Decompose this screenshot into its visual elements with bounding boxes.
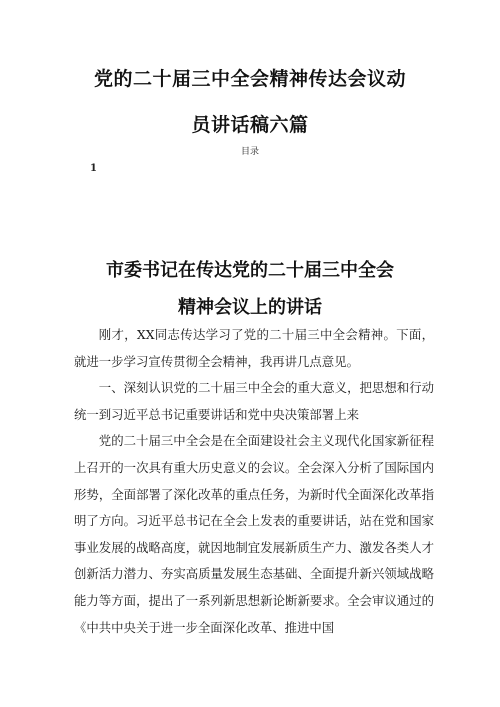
speech-title-line2: 精神会议上的讲话 (178, 297, 322, 318)
paragraph-opening: 刚才，XX同志传达学习了党的二十届三中全会精神。下面，就进一步学习宣传贯彻全会精神，我再讲几点意见。 (74, 327, 434, 369)
paragraph-section-heading: 一、深刻认识党的二十届三中全会的重大意义，把思想和行动统一到习近平总书记重要讲话和党中央决策部署上来 (74, 380, 434, 422)
document-title-line2: 员讲话稿六篇 (191, 114, 309, 136)
paragraph-body: 党的二十届三中全会是在全面建设社会主义现代化国家新征程上召开的一次具有重大历史意义的会议。全会深入分析了国际国内形势，全面部署了深化改革的重点任务，为新时代全面深化改革指明了方向。习近平总书记在全会上发表的重要讲话，站在党和国家事业发展的战略高度，就因地制宜发展新质生产力、激发各类人才创新活力潜力、夯实高质量发展生态基础、全面提升新兴领域战略能力等方面，提出了一系列新思想新论断新要求。全会审议通过的《中共中央关于进一步全面深化改革、推进中国 (74, 433, 434, 635)
document-title-line1: 党的二十届三中全会精神传达会议动 (93, 68, 406, 90)
toc-page-number: 1 (90, 163, 97, 174)
speech-body (74, 322, 434, 641)
speech-title-line1: 市委书记在传达党的二十届三中全会 (106, 260, 394, 281)
toc-label: 目录 (240, 147, 259, 157)
